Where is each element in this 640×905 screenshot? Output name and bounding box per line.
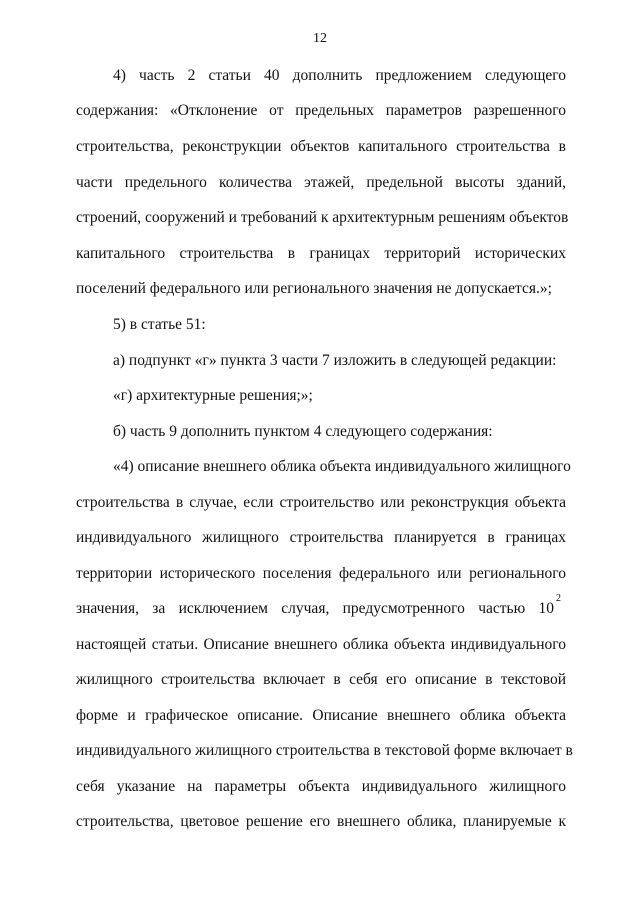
text-line: части предельного количества этажей, предельной высоты зданий, <box>76 174 566 191</box>
text-line: строений, сооружений и требований к архитектурным решениям объектов <box>76 209 569 226</box>
text-line: а) подпункт «г» пункта 3 части 7 изложить в следующей редакции: <box>113 352 557 369</box>
text-line: значения, за исключением случая, предусмотренного частью 10 <box>76 600 554 617</box>
text-line: настоящей статьи. Описание внешнего облика объекта индивидуального <box>76 636 566 653</box>
text-line: индивидуального жилищного строительства в текстовой форме включает в <box>76 742 573 759</box>
text-line: капитального строительства в границах территорий исторических <box>76 245 566 262</box>
page-number: 12 <box>313 31 327 46</box>
text-line: строительства в случае, если строительство или реконструкция объекта <box>76 494 566 511</box>
text-line: 4) часть 2 статьи 40 дополнить предложением следующего <box>113 67 566 84</box>
text-line: строительства, цветовое решение его внешнего облика, планируемые к <box>76 813 566 830</box>
text-line: себя указание на параметры объекта индивидуального жилищного <box>76 778 566 795</box>
text-line: б) часть 9 дополнить пунктом 4 следующего содержания: <box>113 423 493 440</box>
text-line: территории исторического поселения федерального или регионального <box>76 565 566 582</box>
text-line: «г) архитектурные решения;»; <box>113 387 313 404</box>
text-line: строительства, реконструкции объектов капитального строительства в <box>76 138 566 155</box>
text-line: «4) описание внешнего облика объекта индивидуального жилищного <box>113 458 571 475</box>
text-line: поселений федерального или регионального значения не допускается.»; <box>76 280 552 297</box>
text-line: 5) в статье 51: <box>113 316 206 333</box>
text-line: содержания: «Отклонение от предельных параметров разрешенного <box>76 102 566 119</box>
text-line: форме и графическое описание. Описание внешнего облика объекта <box>76 707 566 724</box>
text-line: индивидуального жилищного строительства планируется в границах <box>76 529 566 546</box>
text-line: жилищного строительства включает в себя его описание в текстовой <box>76 671 566 688</box>
